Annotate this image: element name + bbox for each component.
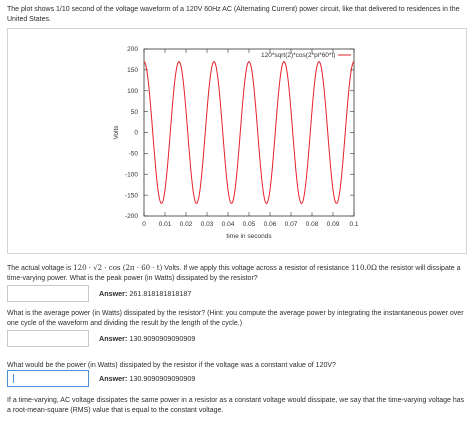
resistance-value: 110.0Ω [351, 264, 377, 272]
x-tick-label: 0.07 [284, 221, 298, 228]
question-3-text: What would be the power (in Watts) dissipated by the resistor if the voltage was a constant value of 120V? [7, 362, 336, 369]
voltage-series-line [144, 62, 354, 204]
voltage-chart [8, 29, 468, 255]
y-tick-label: -200 [124, 213, 138, 221]
x-tick-label: 0.03 [200, 221, 214, 228]
question-2-text: What is the average power (in Watts) dissipated by the resistor? (Hint: you compute the average power by integrating the instantaneous power over one cycle of the waveform and dividing the result by the length of the cycle.) [7, 310, 464, 327]
plot-frame [7, 28, 467, 254]
y-tick-label: -100 [124, 171, 138, 179]
constant-voltage-power-input[interactable] [7, 370, 89, 387]
average-power-answer: Answer: 130.9090909090909 [99, 334, 196, 343]
y-tick-label: 0 [134, 129, 138, 137]
y-tick-label: 200 [127, 46, 138, 54]
function-legend-label: 120*sqrt(2)*cos(2*pi*60*t) [261, 52, 336, 59]
peak-power-answer: Answer: 261.818181818187 [99, 289, 192, 298]
y-tick-label: -50 [128, 150, 138, 158]
x-tick-label: 0.01 [158, 221, 172, 228]
x-tick-label: 0.05 [242, 221, 256, 228]
y-tick-label: -150 [124, 192, 138, 200]
x-tick-label: 0.08 [305, 221, 319, 228]
x-tick-label: 0.04 [221, 221, 235, 228]
average-power-input[interactable] [7, 330, 89, 347]
x-tick-label: 0.1 [349, 221, 359, 228]
x-tick-label: 0.02 [179, 221, 193, 228]
y-tick-label: 150 [127, 67, 138, 75]
x-tick-label: 0.09 [326, 221, 340, 228]
question-1-text: The actual voltage is 120 · √2 · cos (2π · 60 · t) Volts. If we apply this voltage across a resistor of resistance 110.0Ω the resistor will dissipate a time-varying power. What is the peak power (in Watts) dissipated by the resistor? [7, 264, 461, 282]
x-axis-label: time in seconds [226, 233, 272, 240]
y-axis-label: Volts [113, 125, 120, 140]
intro-text: The plot shows 1/10 second of the voltage waveform of a 120V 60Hz AC (Alternating Current) power circuit, like that delivered to residences in the United States. [7, 6, 460, 23]
voltage-expression: 120 · √2 · cos (2π · 60 · t) [73, 264, 163, 272]
peak-power-input[interactable] [7, 285, 89, 302]
x-tick-label: 0 [142, 221, 146, 228]
constant-voltage-power-answer: Answer: 130.9090909090909 [99, 374, 196, 383]
rms-explanation: If a time-varying, AC voltage dissipates the same power in a resistor as a constant voltage would dissipate, we say that the time-varying voltage has a root-mean-square (RMS) value that is equal to the constant voltage. [7, 397, 465, 414]
x-tick-label: 0.06 [263, 221, 277, 228]
y-tick-label: 100 [127, 87, 138, 95]
text-cursor [13, 374, 14, 383]
y-tick-label: 50 [130, 108, 138, 116]
